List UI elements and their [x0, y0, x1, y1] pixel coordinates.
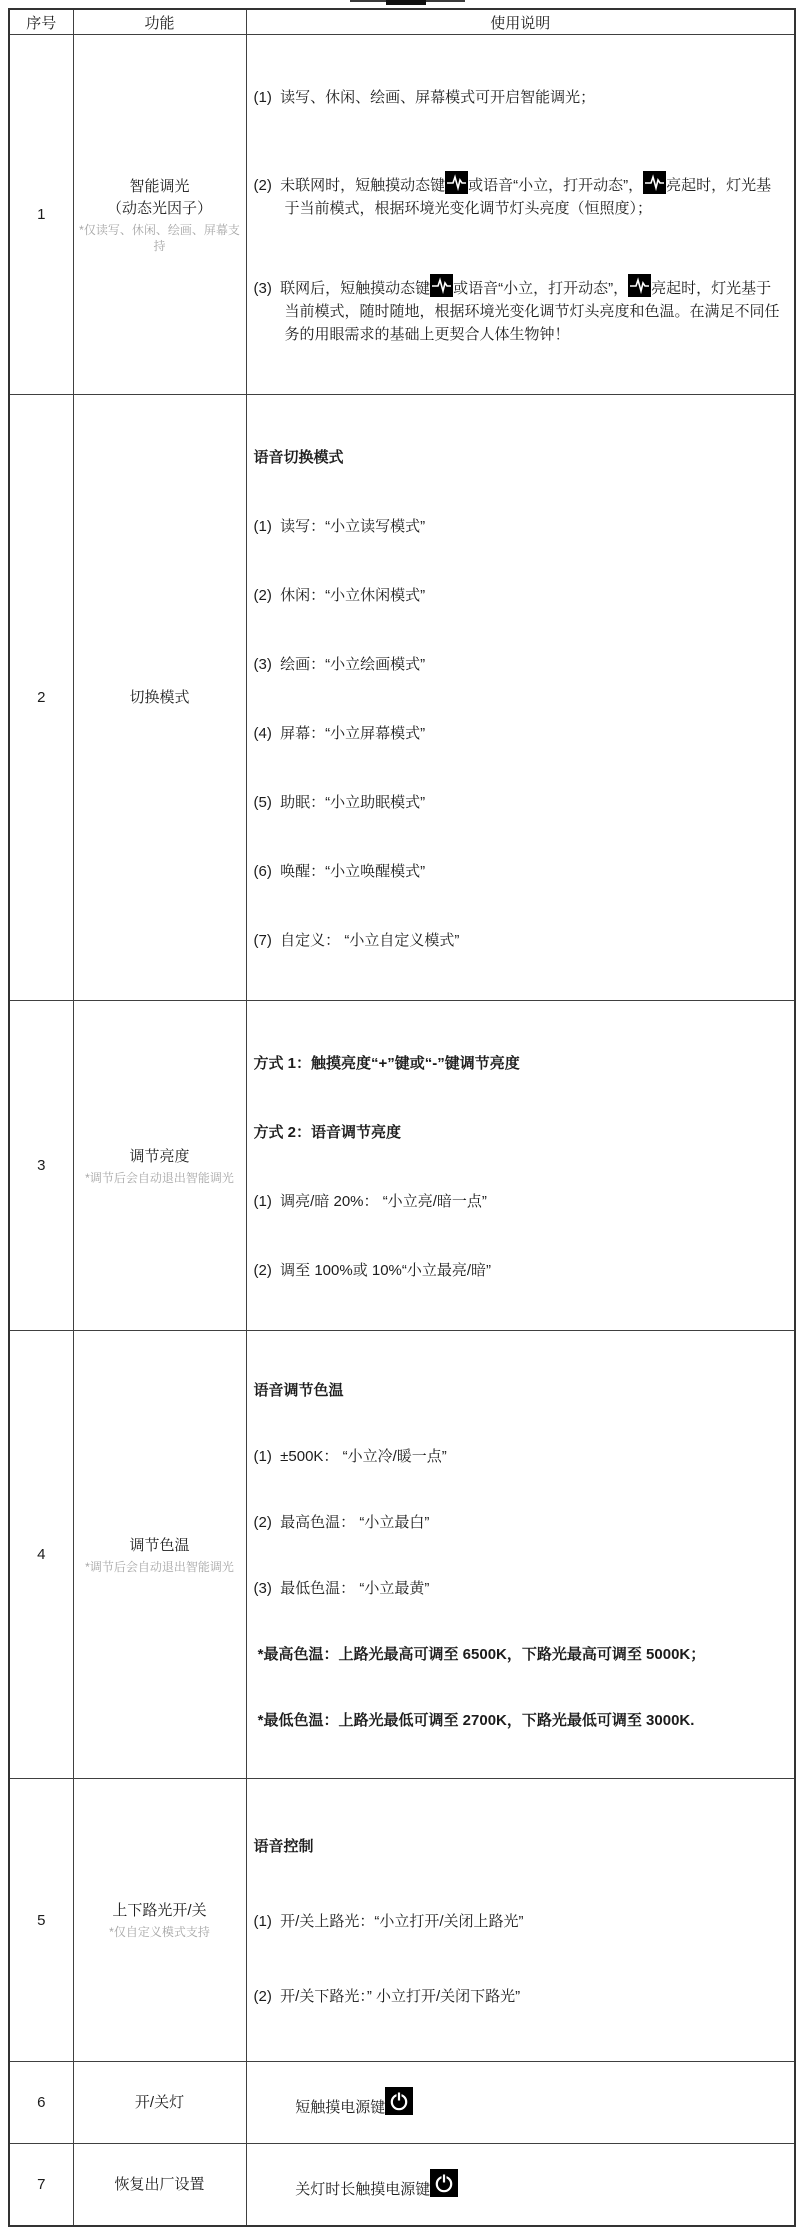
dynamic-key-icon [445, 171, 468, 194]
table-row [9, 2062, 795, 2144]
function-cell [73, 1331, 246, 1779]
instruction-line: (2) 最高色温： “小立最白” [253, 1514, 430, 1531]
instruction-line: (2) 调至 100%或 10%“小立最亮/暗” [253, 1262, 492, 1279]
table-row [9, 1001, 795, 1331]
row-number: 3 [9, 1001, 73, 1331]
instruction-text: 短触摸电源键 [295, 2099, 386, 2116]
instruction-footnote: *最高色温：上路光最高可调至 6500K，下路光最高可调至 5000K； [253, 1646, 706, 1663]
function-cell [73, 35, 246, 395]
instructions-cell [246, 1779, 795, 2062]
instruction-heading: 语音控制 [253, 1838, 314, 1855]
instruction-text: 亮起时，灯光基于当前模式，根据环境光变化调节灯头亮度（恒照度）； [284, 177, 772, 217]
instruction-line: (3) 绘画：“小立绘画模式” [253, 656, 426, 673]
function-cell [73, 2144, 246, 2227]
instruction-line: (5) 助眠：“小立助眠模式” [253, 794, 426, 811]
function-subtitle: （动态光因子） [106, 199, 212, 217]
function-name: 调节亮度 [129, 1147, 190, 1165]
power-icon [430, 2169, 458, 2197]
function-cell [73, 395, 246, 1001]
function-name: 智能调光 [129, 177, 190, 195]
instruction-text: (1) 读写、休闲、绘画、屏幕模式可开启智能调光； [253, 89, 596, 106]
col-header-instructions: 使用说明 [246, 9, 795, 35]
instruction-line: (2) 开/关下路光：” 小立打开/关闭下路光” [253, 1988, 521, 2005]
dynamic-key-icon [643, 171, 666, 194]
dynamic-key-icon [628, 274, 651, 297]
function-cell [73, 2062, 246, 2144]
function-note: *仅读写、休闲、绘画、屏幕支持 [79, 222, 240, 253]
table-row [9, 395, 795, 1001]
function-name: 调节色温 [129, 1536, 190, 1554]
power-icon [385, 2087, 413, 2115]
dynamic-key-icon [430, 274, 453, 297]
instruction-text: 亮起时，灯光基于当前模式，随时随地，根据环境光变化调节灯头亮度和色温。在满足不同任务的用眼需求的基础上更契合人体生物钟！ [284, 280, 780, 343]
row-number: 5 [9, 1779, 73, 2062]
instruction-line: (1) ±500K： “小立冷/暖一点” [253, 1448, 447, 1465]
instruction-heading: 方式 1：触摸亮度“+”键或“-”键调节亮度 [253, 1055, 520, 1072]
function-name: 恢复出厂设置 [114, 2175, 205, 2193]
instruction-text: (2) 未联网时，短触摸动态键 [253, 177, 446, 194]
instruction-line: (1) 开/关上路光：“小立打开/关闭上路光” [253, 1913, 524, 1930]
instruction-text: 或语音“小立，打开动态”， [468, 177, 644, 194]
table-row [9, 35, 795, 395]
function-note: *仅自定义模式支持 [109, 1925, 210, 1939]
instruction-line: (7) 自定义： “小立自定义模式” [253, 932, 460, 949]
row-number: 1 [9, 35, 73, 395]
instruction-text: 或语音“小立，打开动态”， [453, 280, 629, 297]
instruction-text: (3) 联网后，短触摸动态键 [253, 280, 431, 297]
instruction-line [254, 274, 787, 346]
instruction-line: (3) 最低色温： “小立最黄” [253, 1580, 430, 1597]
instruction-line: (4) 屏幕：“小立屏幕模式” [253, 725, 426, 742]
instruction-line: (1) 调亮/暗 20%： “小立亮/暗一点” [253, 1193, 487, 1210]
function-cell [73, 1001, 246, 1331]
instructions-cell [246, 2144, 795, 2227]
instruction-line: (2) 休闲：“小立休闲模式” [253, 587, 426, 604]
cropped-image-fragment [386, 0, 426, 5]
function-name: 开/关灯 [134, 2093, 185, 2111]
col-header-index: 序号 [9, 9, 73, 35]
header-row [9, 9, 795, 35]
table-row [9, 1779, 795, 2062]
instructions-cell [246, 1331, 795, 1779]
function-cell [73, 1779, 246, 2062]
function-note: *调节后会自动退出智能调光 [85, 1559, 234, 1574]
function-name: 切换模式 [129, 688, 190, 706]
instruction-line [254, 86, 787, 109]
function-name: 上下路光开/关 [112, 1902, 207, 1919]
instruction-heading: 方式 2：语音调节亮度 [253, 1124, 402, 1141]
instruction-line: (6) 唤醒：“小立唤醒模式” [253, 863, 426, 880]
feature-table [8, 8, 796, 2227]
row-number: 6 [9, 2062, 73, 2144]
table-row [9, 2144, 795, 2227]
row-number: 2 [9, 395, 73, 1001]
instructions-cell [246, 2062, 795, 2144]
col-header-function: 功能 [73, 9, 246, 35]
instruction-heading: 语音切换模式 [253, 449, 344, 466]
instruction-heading: 语音调节色温 [253, 1382, 344, 1399]
function-note: *调节后会自动退出智能调光 [85, 1170, 234, 1185]
row-number: 4 [9, 1331, 73, 1779]
instruction-footnote: *最低色温：上路光最低可调至 2700K，下路光最低可调至 3000K. [253, 1712, 695, 1729]
instruction-line: (1) 读写：“小立读写模式” [253, 518, 426, 535]
table-row [9, 1331, 795, 1779]
instruction-line [254, 171, 787, 220]
instructions-cell [246, 395, 795, 1001]
instructions-cell [246, 35, 795, 395]
instruction-text: 关灯时长触摸电源键 [295, 2181, 431, 2198]
instructions-cell [246, 1001, 795, 1331]
row-number: 7 [9, 2144, 73, 2227]
